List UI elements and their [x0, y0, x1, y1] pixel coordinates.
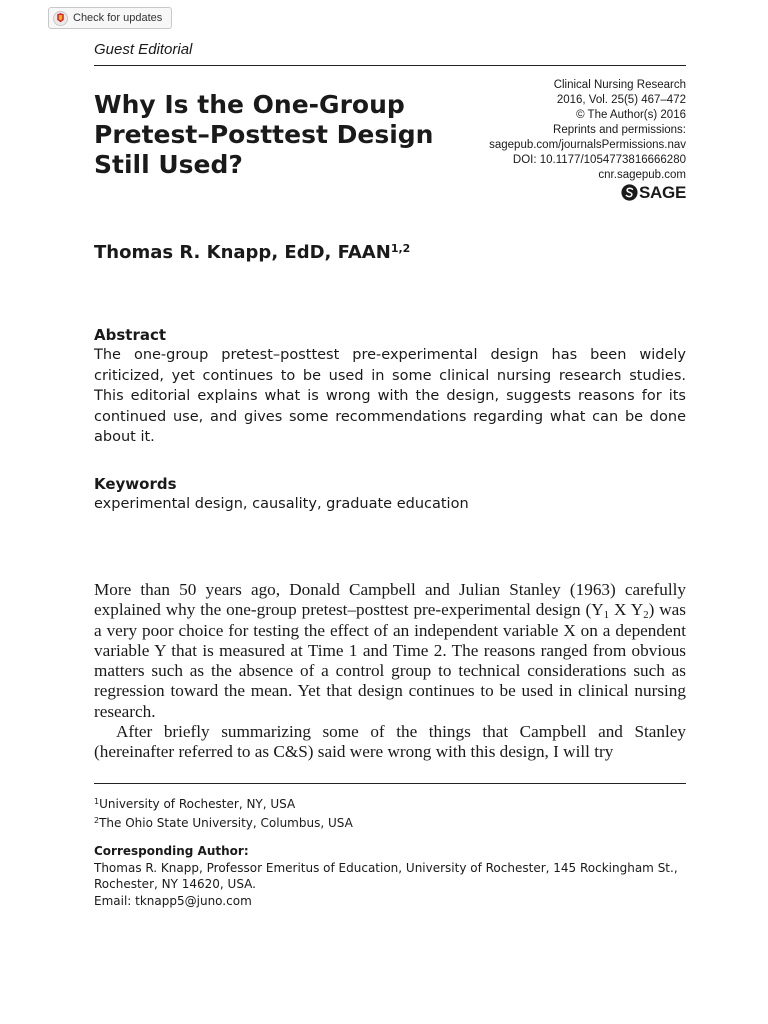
article-body: [94, 580, 686, 763]
footnote-2-text: The Ohio State University, Columbus, USA: [99, 815, 353, 830]
corresponding-author-email[interactable]: Email: tknapp5@juno.com: [94, 893, 252, 908]
abstract-heading: Abstract: [94, 326, 167, 344]
keywords-text: experimental design, causality, graduate education: [94, 496, 469, 512]
journal-name: Clinical Nursing Research: [553, 79, 686, 91]
subscript-1: 1: [603, 609, 610, 622]
check-updates-icon: [53, 11, 68, 26]
keywords-section: [94, 474, 686, 514]
journal-site-link[interactable]: cnr.sagepub.com: [598, 169, 686, 181]
footnotes: [94, 794, 686, 909]
article-title: Why Is the One-Group Pretest–Posttest Design Still Used?: [94, 90, 434, 179]
check-for-updates-button[interactable]: [48, 7, 172, 29]
journal-volume: 2016, Vol. 25(5) 467–472: [556, 94, 686, 106]
footnote-1-text: University of Rochester, NY, USA: [99, 797, 296, 811]
body-p1-part-a: More than 50 years ago, Donald Campbell and Julian Stanley (1963) carefully explained why the one-group pretest–posttest pre-experimental design (Y: [94, 580, 686, 620]
body-paragraph-1: [94, 580, 686, 722]
journal-metadata: [426, 78, 686, 201]
reprints-link[interactable]: sagepub.com/journalsPermissions.nav: [489, 139, 686, 151]
reprints-label: Reprints and permissions:: [553, 124, 686, 136]
abstract-text: The one-group pretest–posttest pre-experimental design has been widely criticized, yet continues to be used in some clinical nursing research studies. This editorial explains what is wrong with the design, suggests reasons for its continued use, and gives some recommendations regarding what can be done about it.: [94, 347, 686, 445]
body-p1-mid: X Y: [609, 600, 644, 620]
corresponding-author-heading: Corresponding Author:: [94, 844, 249, 858]
sage-wordmark: SAGE: [639, 183, 686, 202]
footnote-2: [94, 813, 686, 832]
body-p1-part-b: ) was a very poor choice for testing the effect of an independent variable X on a dependent variable Y that is measured at Time 1 and Time 2. The reasons ranged from obvious matters such as the absence of a control group to technical considerations such as regression toward the mean. Yet that design continues to be used in clinical nursing research.: [94, 600, 686, 721]
footnote-1: [94, 794, 686, 813]
footnote-2-mark: 2: [94, 815, 100, 825]
abstract-section: [94, 325, 686, 448]
keywords-heading: Keywords: [94, 475, 177, 493]
body-paragraph-2: After briefly summarizing some of the things that Campbell and Stanley (hereinafter referred to as C&S) said were wrong with this design, I will try: [94, 722, 686, 762]
sage-s-icon: [621, 184, 638, 201]
author-name: Thomas R. Knapp, EdD, FAAN: [94, 242, 391, 263]
sage-logo: [426, 184, 686, 201]
corresponding-author-address: Thomas R. Knapp, Professor Emeritus of Education, University of Rochester, 145 Rockingham St., Rochester, NY 14620, USA.: [94, 860, 678, 891]
copyright: © The Author(s) 2016: [576, 109, 686, 121]
author-affiliation-marks: 1,2: [390, 242, 411, 255]
header-rule: [94, 65, 686, 66]
subscript-2: 2: [643, 609, 649, 622]
doi[interactable]: DOI: 10.1177/1054773816666280: [512, 154, 686, 166]
footnote-1-mark: 1: [94, 797, 100, 806]
footnote-rule: [94, 783, 686, 784]
author-line: [94, 242, 410, 263]
section-label: Guest Editorial: [94, 41, 193, 58]
check-for-updates-label: Check for updates: [73, 12, 163, 24]
